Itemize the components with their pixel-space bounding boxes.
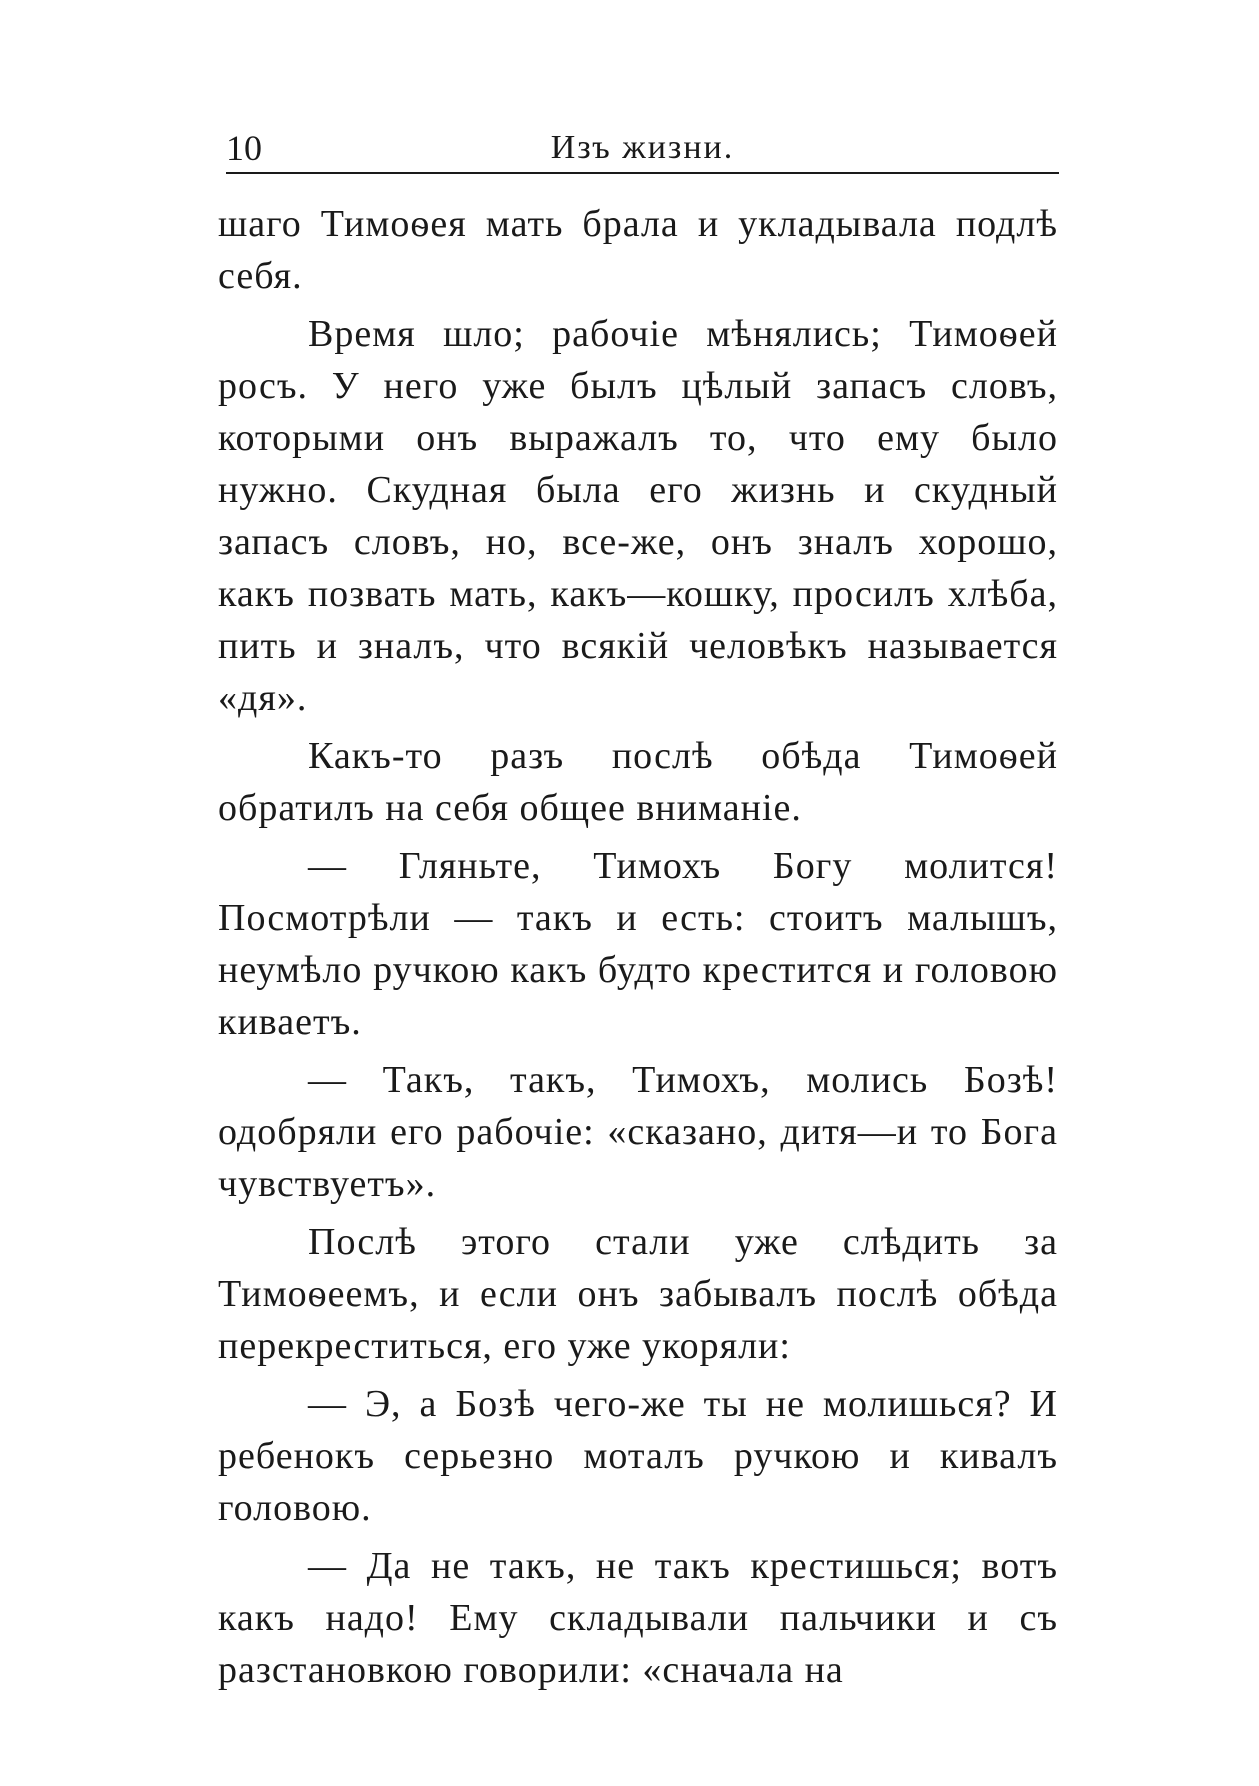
page-number: 10 (226, 128, 262, 168)
paragraph: — Э, а Бозѣ чего-же ты не молишься? И ребенокъ серьезно моталъ ручкою и кивалъ головою. (218, 1383, 1058, 1529)
running-head (226, 126, 1059, 170)
paragraph: — Такъ, такъ, Тимохъ, молись Бозѣ! одобряли его рабочіе: «сказано, дитя—и то Бога чувствуетъ». (218, 1059, 1058, 1205)
paragraph: Послѣ этого стали уже слѣдить за Тимоѳеемъ, и если онъ забывалъ послѣ обѣда перекреститься, его уже укоряли: (218, 1221, 1058, 1367)
header-rule (226, 172, 1059, 174)
running-title: Изъ жизни. (550, 129, 735, 166)
paragraph: — Да не такъ, не такъ крестишься; вотъ какъ надо! Ему складывали пальчики и съ разстановкою говорили: «сначала на (218, 1545, 1058, 1691)
body-text (218, 198, 1058, 1696)
paragraph: Какъ-то разъ послѣ обѣда Тимоѳей обратилъ на себя общее вниманіе. (218, 735, 1058, 829)
paragraph: шаго Тимоѳея мать брала и укладывала подлѣ себя. (218, 203, 1058, 297)
paragraph: Время шло; рабочіе мѣнялись; Тимоѳей росъ. У него уже былъ цѣлый запасъ словъ, которыми онъ выражалъ то, что ему было нужно. Скудная была его жизнь и скудный запасъ словъ, но, все-же, онъ зналъ хорошо, какъ позвать мать, какъ—кошку, просилъ хлѣба, пить и зналъ, что всякій человѣкъ называется «дя». (218, 313, 1058, 719)
paragraph: — Гляньте, Тимохъ Богу молится! Посмотрѣли — такъ и есть: стоитъ малышъ, неумѣло ручкою какъ будто крестится и головою киваетъ. (218, 845, 1058, 1043)
